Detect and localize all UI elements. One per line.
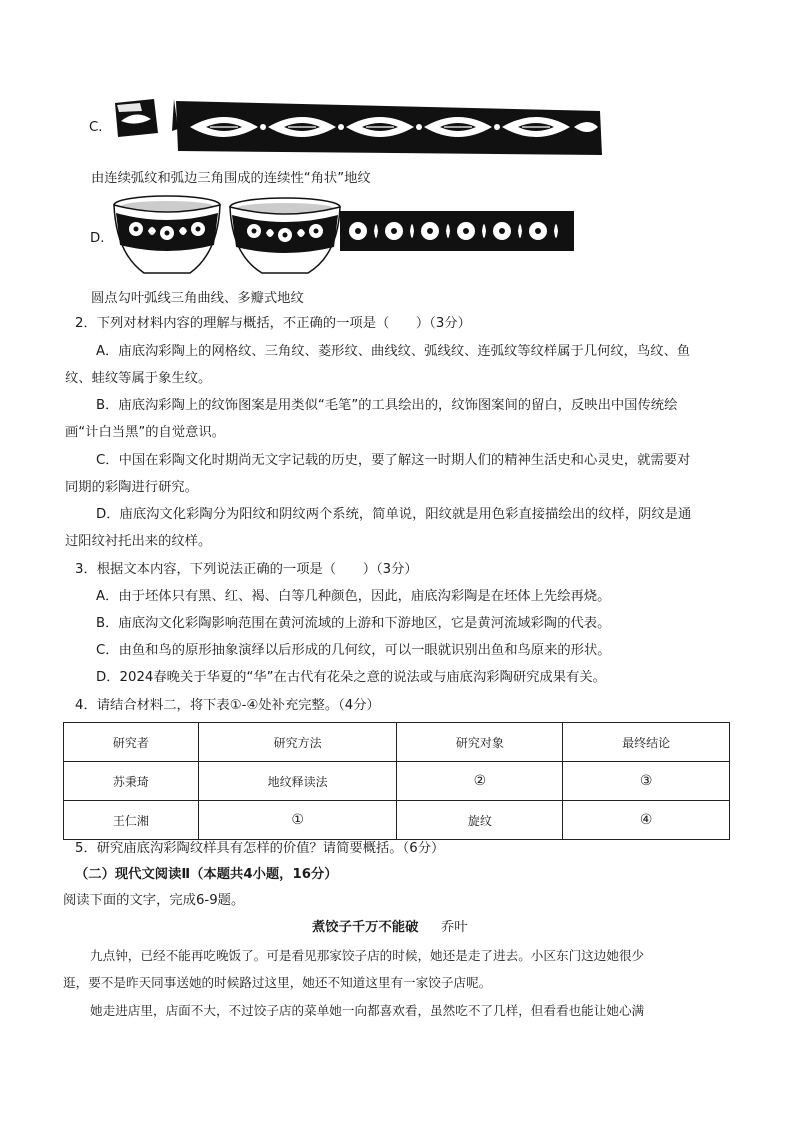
cell-conclusion: ④ (563, 801, 730, 840)
cell-researcher: 王仁湘 (64, 801, 199, 840)
cell-conclusion: ③ (563, 762, 730, 801)
q2-option-a-line1: A．庙底沟彩陶上的网格纹、三角纹、菱形纹、曲线纹、弧线纹、连弧纹等纹样属于几何纹，鸟纹、鱼 (96, 344, 691, 359)
table-row (64, 801, 730, 840)
q2-stem: 2．下列对材料内容的理解与概括，不正确的一项是（ ）（3分） (75, 316, 471, 331)
figure-c-pottery-pattern (112, 97, 604, 159)
figure-c-caption: 由连续弧纹和弧边三角围成的连续性“角状”地纹 (91, 171, 371, 186)
q5-stem: 5．研究庙底沟彩陶纹样具有怎样的价值？请简要概括。（6分） (75, 841, 445, 856)
cell-object: 旋纹 (397, 801, 563, 840)
q2-option-d-line1: D．庙底沟文化彩陶分为阳纹和阴纹两个系统，简单说，阳纹就是用色彩直接描绘出的纹样，阴纹是通 (96, 507, 692, 522)
story-paragraph-1-line2: 逛，要不是昨天同事送她的时候路过这里，她还不知道这里有一家饺子店呢。 (63, 975, 492, 990)
cell-object: ② (397, 762, 563, 801)
q3-option-b: B．庙底沟文化彩陶影响范围在黄河流域的上游和下游地区，它是黄河流域彩陶的代表。 (96, 616, 611, 631)
story-title: 煮饺子千万不能破 (312, 920, 419, 935)
option-d-letter: D. (90, 231, 105, 246)
q3-option-d: D．2024春晚关于华夏的“华”在古代有花朵之意的说法或与庙底沟彩陶研究成果有关。 (96, 670, 606, 685)
header-conclusion: 最终结论 (563, 723, 730, 762)
cell-researcher: 苏秉琦 (64, 762, 199, 801)
q2-option-c-line2: 同期的彩陶进行研究。 (65, 480, 198, 495)
figure-d-caption: 圆点勾叶弧线三角曲线、多瓣式地纹 (91, 291, 304, 306)
q2-option-a-line2: 纹、蛙纹等属于象生纹。 (65, 371, 212, 386)
cell-method: ① (198, 801, 397, 840)
table-header-row (64, 723, 730, 762)
q2-option-b-line2: 画“计白当黑”的自觉意识。 (65, 425, 226, 440)
q4-table (63, 722, 730, 840)
q3-option-a: A．由于坯体只有黑、红、褐、白等几种颜色，因此，庙底沟彩陶是在坯体上先绘再烧。 (96, 589, 611, 604)
header-researcher: 研究者 (64, 723, 199, 762)
cell-method: 地纹释读法 (198, 762, 397, 801)
section-heading: （二）现代文阅读Ⅱ（本题共4小题，16分） (75, 867, 338, 882)
option-c-letter: C. (89, 120, 103, 135)
figure-d-pottery-pattern (112, 193, 576, 279)
q2-option-c-line1: C．中国在彩陶文化时期尚无文字记载的历史，要了解这一时期人们的精神生活史和心灵史，就需要对 (96, 453, 691, 468)
table-row (64, 762, 730, 801)
q2-option-b-line1: B．庙底沟彩陶上的纹饰图案是用类似“毛笔”的工具绘出的，纹饰图案间的留白，反映出中国传统绘 (96, 398, 678, 413)
header-method: 研究方法 (198, 723, 397, 762)
story-author: 乔叶 (441, 920, 468, 935)
header-object: 研究对象 (397, 723, 563, 762)
q2-option-d-line2: 过阳纹衬托出来的纹样。 (65, 534, 212, 549)
q3-option-c: C．由鱼和鸟的原形抽象演绎以后形成的几何纹，可以一眼就识别出鱼和鸟原来的形状。 (96, 643, 611, 658)
q3-stem: 3．根据文本内容，下列说法正确的一项是（ ）（3分） (75, 562, 418, 577)
q4-stem: 4．请结合材料二，将下表①-④处补充完整。（4分） (75, 698, 380, 713)
story-paragraph-1-line1: 九点钟，已经不能再吃晚饭了。可是看见那家饺子店的时候，她还是走了进去。小区东门这边她很少 (90, 948, 645, 963)
section-instruction: 阅读下面的文字，完成6-9题。 (63, 893, 245, 908)
story-paragraph-2-line1: 她走进店里，店面不大，不过饺子店的菜单她一向都喜欢看，虽然吃不了几样，但看看也能让她心满 (90, 1003, 645, 1018)
